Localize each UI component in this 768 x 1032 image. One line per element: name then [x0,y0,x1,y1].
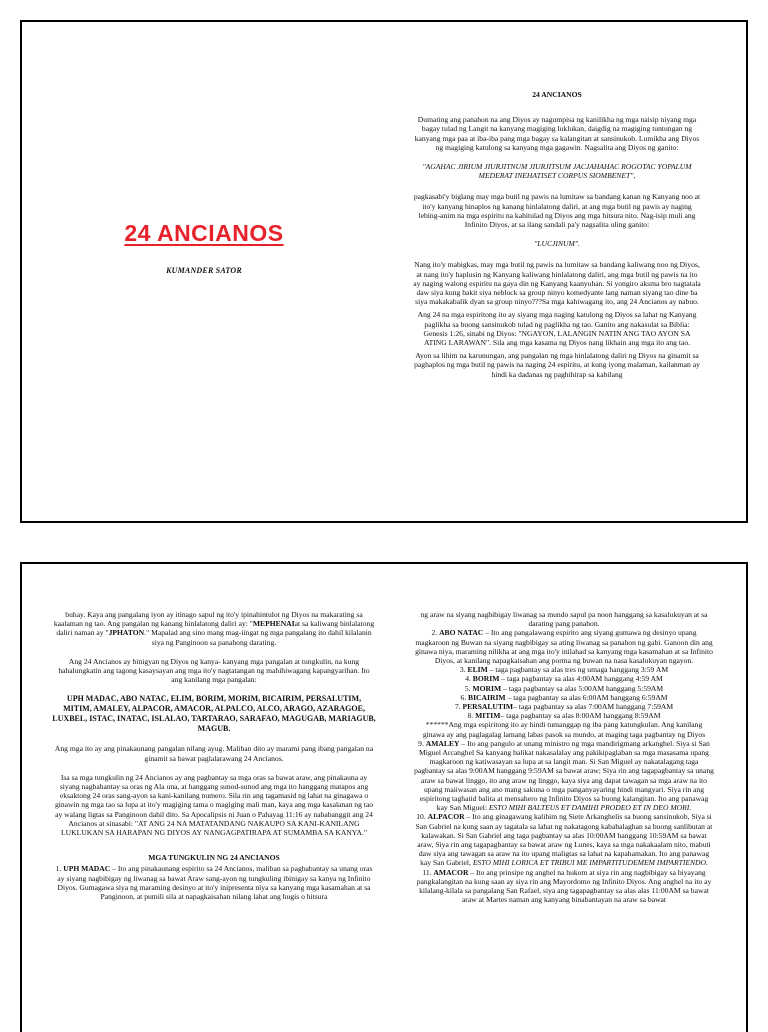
paragraph: Ang mga ito ay ang pinakaunang pangalan nilang ayug. Maliban dito ay marami pang ibang pangalan na ginamit sa bawat paglalarawang 24 Ancianos. [54,744,374,763]
item-text: – taga pagbantay sa alas 7:00AM hanggang 7:59AM [513,702,674,712]
list-item [414,693,714,702]
item-text: – Ito ang pangulo at unang ministro ng mga mandirigmang arkanghel. Siya si San Miguel Arcanghel Sa kanyang balikat nakasalalay ang pakikipaglaban sa mga masasama upang magkaroon ng katiwasayan sa lupa at sa langit man. Si San Miguel ay nakatalagang taga pagbantay sa alas 9:00AM hanggang 9:59AM sa bawat araw; Siya rin ang tagapagbantay sa unang araw sa bawat linggo, ito ang araw ng linggo, kaya siya ang dapat tawagan sa mga araw na ito upang maiiwasan ang ano mang sakuna o mga panganyayaring hindi mangyari. Siya rin ang espiritong taghatid balita at mensahero ng Infinito Diyos sa buong kalangitan. Ito ang panawag kay San Miguel: [414,738,714,813]
item-text: – Ito ang ginagawang kalihim ng Siete Arkanghelis sa buong sansinukob, Siya si San Gabriel na kung saan ay tagatala sa lahat ng nakatagong kababalaghan sa buong sanlibutan at kalawakan. Si San Gabriel ang taga pagbantay sa alas 10:00AM hanggang 10:59AM sa bawat araw, Siya rin ang tagapagbantay sa bawat araw ng Lunes, kaya sa mga nakakaalam nito, mabuti daw siya ang tawagan sa araw na ito upang maligtas sa lahat na kapahamakan. Ito ang panawag kay San Gabriel, [415,812,713,868]
item-text: – taga pagbantay sa alas 8:00AM hanggang 8:59AM [500,711,661,721]
item-text: – taga pagbantay sa alas 6:00AM hanggang 6:59AM [505,692,668,702]
paragraph: Nang ito'y mabigkas, may mga butil ng pawis na lumitaw sa bandang kaliwang noo ng Diyos, at nang ito'y haplusin ng Kanyang kaliwang hinlalatong daliri, ang mga butil ng pawis na ito ay naging walong espiritu na gaya din ng Kanyang kaanyuhan. Si yongiro aksma bro nagtatala daw siya kung bakit siya neblock sa group ninyo komedyante lang naman siyang tao dine ba siya makakabalik dyan sa group ninyo???Sa mga kahiwagang ito, ang 24 Ancianos ay nabuo. [413,260,701,307]
list-item [414,674,714,683]
item-text: – Ito ang pangalawang espirito ang siyang gumawa ng desinyo upang magkaroon ng Buwan na siyang nagbibigay sa ating liwanag sa panahon ng gabi. Ganoon din ang ginawa niya, maraming nilikha at ang mga ito'y inilahad sa kanyang mga kasamahan at sa Infinito Diyos, at kanilang napagkaisahan ang porma ng buwan na nasa kasalukuyan ngayon. [415,628,713,666]
item-text: – taga pagbantay sa alas 4:00AM hanggang 4:59 AM [499,674,663,684]
text: buhay. Kaya ang pangalang iyon ay itinago sapul ng ito'y ipinahintulot ng Diyos na makarating sa kaalaman ng tao. Ang pangalan ng kanang hinlalatong daliri ay: " [53,610,363,629]
item-number: 3. [459,665,468,675]
paragraph [52,610,376,647]
text: ." Mapalad ang sino mang mag-iingat ng mga pangalang ito dahil kilalanin siya ng Panginoon sa panahong darating. [144,628,372,647]
list-item [414,739,714,813]
item-number: 8. [467,711,476,721]
item-name: PERSALUTIM [462,702,514,712]
item-number: 9. [418,738,426,748]
name-text: JPHATON [108,628,145,638]
item-text: – taga pagbantay sa alas tres ng umaga hanggang 3:59 AM [487,665,669,675]
paragraph: ng araw na siyang nagbibigay liwanag sa mundo sapul pa noon hanggang sa kasalukuyan at sa darating pang panahon. [420,610,708,629]
item-name: UPH MADAC [63,864,111,874]
item-text: – Ito ang pinakaunang espirito sa 24 Ancianos, maliban sa pagbabantay sa unang oras ay siyang nagbibigay ng liwanag sa bawat Araw sang-ayon ng tungkuling ibinigay sa kanya ng Infinito Diyos. Gumagawa siya ng maraming desinyo at ito'y inipresenta niya sa kanyang mga kasamahan at sa Panginoon, at pumili sila at napagkaisahan nilang lahat ang hugis o hitsura [57,864,373,902]
incantation: "LUCJINUM". [534,239,580,249]
item-number: 2. [431,628,440,638]
document-page-2 [20,562,748,1032]
paragraph: Isa sa mga tungkulin ng 24 Ancianos ay ang pagbantay sa mga oras sa bawat araw, ang pinakauna ay siyang nagbabantay sa oras ng Ala una, at hanggang sunod-sunod ang mga ito hanggang matapos ang eksaktong 24 oras sang-ayon sa kani-kanilang numero. Sila rin ang tagamasid ng lahat na ginagawa o ginawin ng mga tao sa lupa at ito'y magiging tama o magiging mali man, kaya ang mga kasalanan ng tao ay walang ligtas sa Panginoon dahil dito. Sa Apocalipsis ni Juan o Pahayag 11:16 ay nababanggit ang 24 Ancianos at sinasabi: "AT ANG 24 NA MATATANDANG NAKAUPO SA KANI-KANILANG LUKLUKAN SA HARAPAN NG DIYOS AY NANGAGPATIRAPA AT SUMAMBA SA KANYA." [54,772,374,838]
item-number: 6. [460,692,469,702]
incantation: "AGAHAC JIRIUM JIURJITNUM JIURJITSUM JACJAHAHAC ROGOTAC YOPALUM MEDERAT INEHATISET CORPUS SIOMBENET", [422,162,692,181]
list-item [414,702,714,711]
item-name: ELIM [467,665,488,675]
cover-title: 24 ANCIANOS [124,220,284,246]
page2-right-column [414,610,714,905]
paragraph: Ang 24 Ancianos ay binigyan ng Diyos ng kanya- kanyang mga pangalan at tungkulin, na kung hahalungkatin ang tagong kasaysayan ang mga ito'y nagtatangan ng mahihiwagang kapangyarihan. Ito ang kanilang mga pangalan: [58,656,370,685]
list-item [414,628,714,665]
name-text: MEPHENAI [252,619,295,629]
list-item [414,812,714,867]
list-item [52,864,376,901]
section-heading: MGA TUNGKULIN NG 24 ANCIANOS [148,853,280,863]
paragraph: Ang 24 na mga espiritong ito ay siyang mga naging katulong ng Diyos sa lahat ng Kanyang paglikha sa buong sansinukob tulad ng paglikha ng tao. Ganito ang nakasulat sa Biblia: Genesis 1:26, sinabi ng Diyos: "NGAYON, LALANGIN NATIN ANG TAO AYON SA ATING LARAWAN". Sila ang mga kasama ng Diyos nang likhain ang mga ito ang tao. [417,310,697,348]
cover-author: KUMANDER SATOR [166,266,242,275]
item-text: – taga pagbantay sa alas 5:00AM hanggang 5:59AM [501,683,664,693]
list-item [414,684,714,693]
item-name: BICAIRIM [468,692,506,702]
item-name: MITIM [475,711,501,721]
item-number: 5. [464,683,473,693]
paragraph: pagkasabi'y biglang may mga butil ng pawis na lumitaw sa bandang kanan ng Kanyang noo at ito'y kanyang hinaplos ng kanang hinlalatong daliri, at ang mga butil ng pawis ay naging lebing-anim na mga espiritu na kahitulad ng Diyos ang mga hitsura nito. Nag-isip muli ang Infinito Diyos, at sa ilang sandali pa'y nagsalita uling ganito: [413,192,701,230]
list-item [414,711,714,720]
item-name: ABO NATAC [439,628,484,638]
item-number: 7. [454,702,463,712]
duties-list [414,628,714,720]
text: at sa kaliwang hinlalatong daliri naman ay " [56,619,375,638]
section-heading: 24 ANCIANOS [532,90,582,99]
item-number: 10. [416,812,428,822]
list-item [414,868,714,905]
item-name: BORIM [472,674,500,684]
latin-invocation: ESTO MIHI BALTEUS ET DAMIHI PRODEO ET IN DEO MORI. [488,803,692,813]
page1-right-column [412,90,702,383]
item-number: 11. [422,867,434,877]
paragraph: Ayon sa lihim na karunungan, ang pangalan ng mga hinlalatong daliri ng Diyos na ginamit sa paghaplos ng mga butil ng pawis na naging 24 espiritu, at kung iyong malaman, kailanman ay hindi ka dadanas ng paghihirap sa kabilang [414,351,700,379]
item-number: 1. [55,864,64,874]
note: ******Ang mga espiritong ito ay hindi tumanggap ng iba pang katungkulan. Ang kanilang ginawa ay ang paglagalag lamang labas pasok sa mundo, at maging taga pagbantay ng Diyos [422,720,706,739]
latin-invocation: ESTO MIHI LORICA ET TRIBUI ME IMPARTITUDEMEM IMPARTIENDO. [472,858,708,868]
document-page-1 [20,20,748,523]
item-number: 4. [465,674,473,684]
item-text: – Ito ang prinsipe ng anghel na hukom at siya rin ang nagbibigay sa biyayang pangkalangitan na kung saan ay siya rin ang Mayordomo ng Infinito Diyos. Ang anghel na ito ay kilalang-kilala sa pangalang San Rafael, siya ang tagapagbantay sa alas alas 11:00AM sa bawat araw at Martes naman ang kanyang binabantayan na araw sa bawat [416,867,712,905]
item-name: MORIM [472,683,502,693]
item-name: AMACOR [433,867,469,877]
page2-left-column [52,610,376,905]
paragraph: Dumating ang panahon na ang Diyos ay nagumpisa ng kanilikha ng mga naisip niyang mga bagay tulad ng Langit na kanyang magiging luklukan, daigdig na magiging tuntungan ng kanyang mga paa at iba-iba pang mga bagay sa kalangitan at sansinukob. Lumikha ang Diyos ng magiging katulong sa kanyang mga gagawin. Nagsalita ang Diyos ng ganito: [414,115,700,152]
list-item [414,665,714,674]
ancianos-names: UPH MADAC, ABO NATAC, ELIM, BORIM, MORIM, BICAIRIM, PERSALUTIM, MITIM, AMALEY, ALPACOR, AMACOR, ALPALCO, ALCO, ARAGO, AZARAGOE, LUXBEL, ISTAC, INATAC, ISLALAO, TARTARAO, SARAFAO, MAGUGAB, MARIAGUB, MAGUB. [52,694,376,734]
item-name: ALPACOR [427,812,465,822]
item-name: AMALEY [425,738,460,748]
